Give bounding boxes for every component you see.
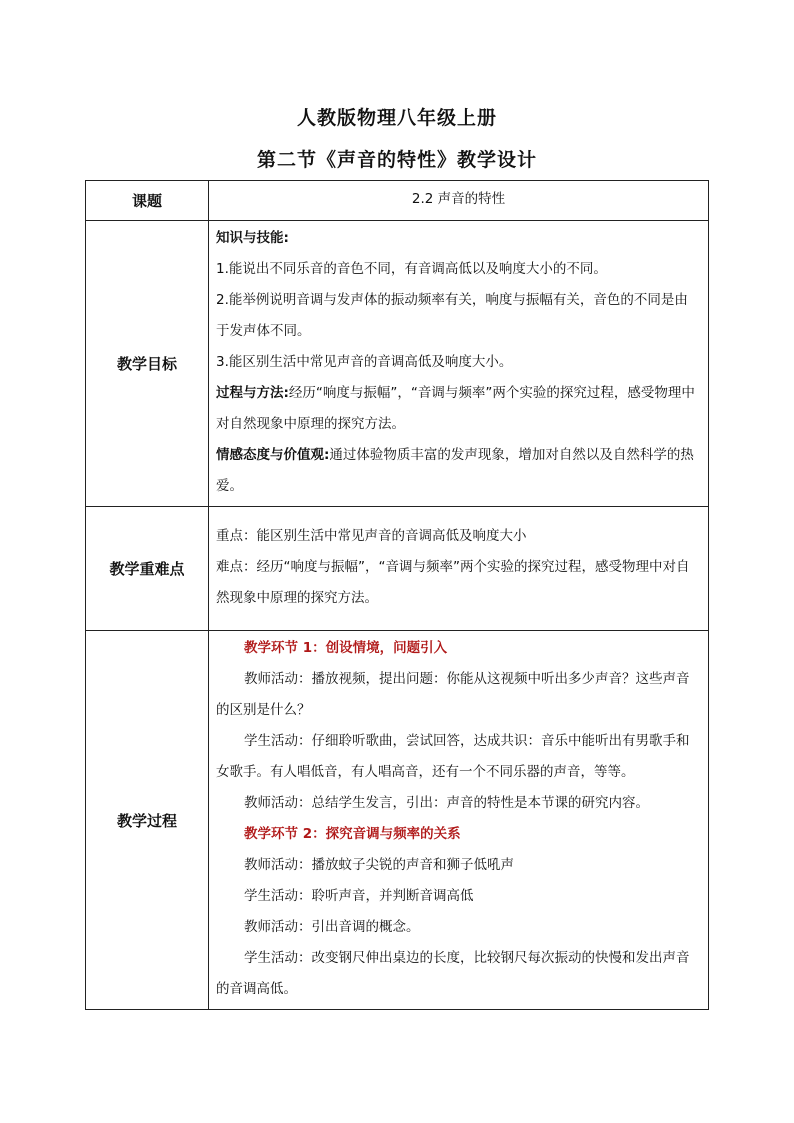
stage-line: 教师活动：播放蚊子尖锐的声音和狮子低吼声 [244,857,514,873]
process-text: 经历“响度与振幅”，“音调与频率”两个实验的探究过程，感受物理中对自然现象中原理的探究方法。 [216,385,695,432]
objective-item: 1.能说出不同乐音的音色不同，有音调高低以及响度大小的不同。 [216,261,607,277]
process-heading: 过程与方法: [216,385,289,401]
objective-item: 2.能举例说明音调与发声体的振动频率有关，响度与振幅有关，音色的不同是由于发声体不同。 [216,292,688,339]
knowledge-heading: 知识与技能: [216,230,289,246]
stage-line: 学生活动：聆听声音，并判断音调高低 [244,888,474,904]
process-label: 教学过程 [86,631,209,1010]
stage-line: 教师活动：总结学生发言，引出：声音的特性是本节课的研究内容。 [244,795,649,811]
stage-line: 教师活动：播放视频，提出问题：你能从这视频中听出多少声音？这些声音的区别是什么？ [216,671,690,718]
document-subtitle: 第二节《声音的特性》教学设计 [256,149,537,171]
document-title: 人教版物理八年级上册 [296,107,497,129]
emotion-text: 通过体验物质丰富的发声现象，增加对自然以及自然科学的热爱。 [216,447,694,494]
key-point-text: 重点：能区别生活中常见声音的音调高低及响度大小 [216,528,527,544]
emotion-heading: 情感态度与价值观: [216,447,330,463]
table-row-key-points [86,507,709,631]
table-row-objectives [86,221,709,507]
lesson-plan-table [85,180,709,1010]
process-content [209,631,709,1010]
objectives-label: 教学目标 [86,221,209,507]
difficult-point-text: 难点：经历“响度与振幅”，“音调与频率”两个实验的探究过程，感受物理中对自然现象中原理的探究方法。 [216,559,690,606]
objectives-content [209,221,709,507]
table-row-process [86,631,709,1010]
stage-line: 学生活动：仔细聆听歌曲，尝试回答，达成共识：音乐中能听出有男歌手和女歌手。有人唱低音，有人唱高音，还有一个不同乐器的声音，等等。 [216,733,690,780]
key-points-content [209,507,709,631]
topic-value: 2.2 声音的特性 [209,181,709,221]
table-row-topic [86,181,709,221]
stage2-heading: 教学环节 2：探究音调与频率的关系 [244,826,461,842]
stage-line: 学生活动：改变钢尺伸出桌边的长度，比较钢尺每次振动的快慢和发出声音的音调高低。 [216,950,690,997]
process-method-paragraph [216,378,701,440]
stage1-heading: 教学环节 1：创设情境，问题引入 [244,640,448,656]
stage-line: 教师活动：引出音调的概念。 [244,919,420,935]
topic-label: 课题 [86,181,209,221]
emotion-paragraph [216,440,701,502]
objective-item: 3.能区别生活中常见声音的音调高低及响度大小。 [216,354,513,370]
key-points-label: 教学重难点 [86,507,209,631]
